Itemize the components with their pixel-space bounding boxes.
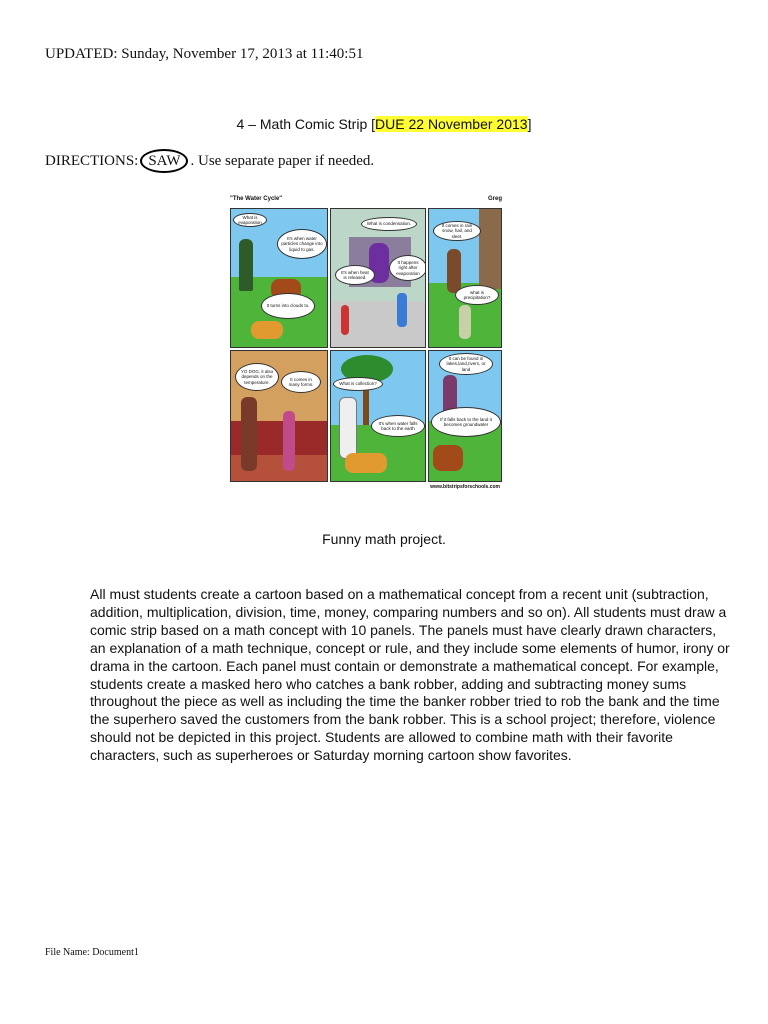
- comic-panel-2: [330, 208, 426, 348]
- character-figure: [241, 397, 257, 471]
- body-paragraph: All must students create a cartoon based on a mathematical concept from a recent unit (subtraction, addition, multiplication, division, time, money, comparing numbers and so on). All students must draw a comic strip based on a math concept with 10 panels. The panels must have clearly drawn characters, an explanation of a math technique, concept or rule, and they include some elements of humor, irony or drama in the cartoon. Each panel must contain or demonstrate a mathematical concept. For example, students create a masked hero who catches a bank robber, adding and subtracting money sums throughout the piece as well as including the time the banker robber tried to rob the bank and the time the superhero saved the customers from the bank robber. This is a school project; therefore, violence should not be depicted in this project. Students are allowed to combine math with their favorite characters, such as superheroes or Saturday morning cartoon show favorites.: [90, 586, 730, 764]
- character-figure: [459, 305, 471, 339]
- character-figure: [447, 249, 461, 293]
- dog-figure: [433, 445, 463, 471]
- image-caption: Funny math project.: [322, 531, 446, 547]
- speech-bubble: It happens right after evaporation: [389, 255, 426, 281]
- updated-timestamp: UPDATED: Sunday, November 17, 2013 at 11:40:51: [45, 46, 364, 62]
- speech-bubble: It can be found in lakes,land,rivers, or land: [439, 353, 493, 375]
- comic-author: Greg: [487, 196, 502, 202]
- dog-figure: [345, 453, 387, 473]
- assignment-title: [0, 116, 768, 132]
- character-figure: [239, 239, 253, 291]
- speech-bubble: It comes in rain snow, hail, and sleet.: [433, 221, 481, 241]
- character-figure: [339, 397, 357, 459]
- directions-label: DIRECTIONS:: [45, 153, 139, 169]
- dog-figure: [251, 321, 283, 339]
- comic-panel-1: [230, 208, 328, 348]
- title-suffix: ]: [527, 116, 532, 132]
- speech-bubble: YO DOG, it also depends on the temperature.: [235, 363, 279, 391]
- speech-bubble: What is condensation.: [361, 217, 417, 231]
- comic-panel-4: [230, 350, 328, 482]
- directions-text: . Use separate paper if needed.: [190, 153, 375, 169]
- title-prefix: 4 – Math Comic Strip [: [236, 116, 376, 132]
- comic-panel-3: [428, 208, 502, 348]
- comic-panel-5: [330, 350, 426, 482]
- speech-bubble: It's when water particles change into liquid to gas.: [277, 229, 327, 259]
- speech-bubble: It turns into clouds to.: [261, 293, 315, 319]
- speech-bubble: what is precipitation?: [455, 285, 499, 305]
- character-figure: [283, 411, 295, 471]
- speech-bubble: It comes in many forms.: [281, 371, 321, 393]
- comic-panel-6: [428, 350, 502, 482]
- speech-bubble: It's when heat is released.: [335, 265, 375, 285]
- character-figure: [341, 305, 349, 335]
- comic-strip-image: [228, 196, 504, 490]
- speech-bubble: What is collection?: [333, 377, 383, 391]
- speech-bubble: What is evaporation: [233, 213, 267, 227]
- directions: [45, 149, 374, 173]
- comic-title: "The Water Cycle": [230, 196, 283, 202]
- building-figure: [479, 209, 502, 289]
- due-date-highlight: DUE 22 November 2013: [375, 116, 528, 132]
- footer-filename: File Name: Document1: [45, 947, 139, 958]
- speech-bubble: If it falls back to the land it becomes groundwater: [431, 407, 501, 437]
- character-figure: [397, 293, 407, 327]
- comic-credit: www.bitstripsforschools.com: [430, 484, 500, 490]
- speech-bubble: It's when water falls back to the earth: [371, 415, 425, 437]
- directions-code-circled: SAW: [140, 149, 188, 173]
